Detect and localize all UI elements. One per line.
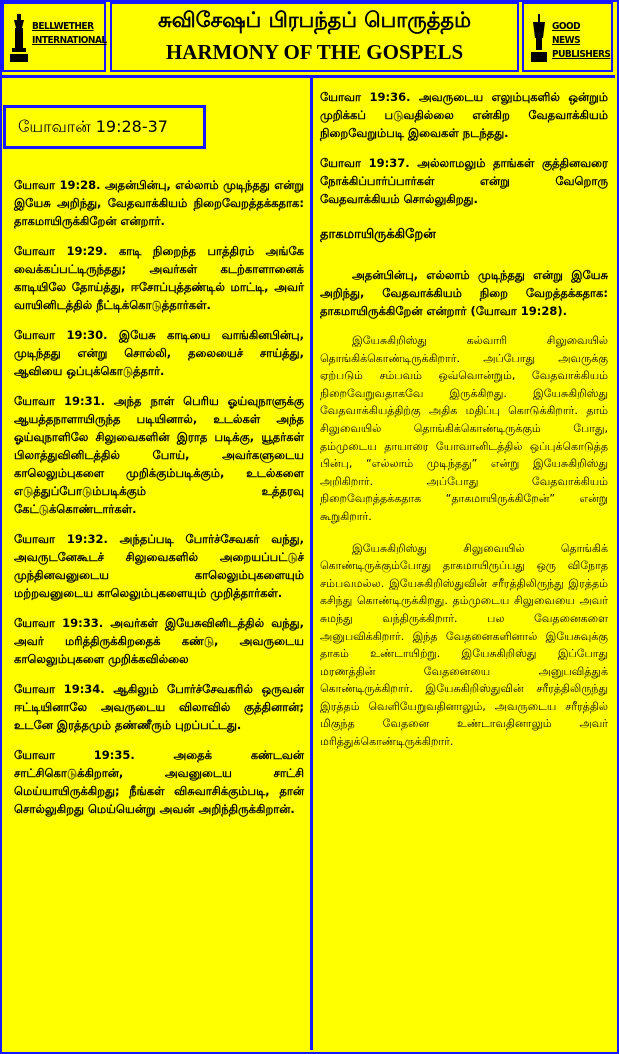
lamp-icon [530, 14, 548, 62]
verse-paragraph: யோவா 19:37. அல்லாமலும் தாங்கள் குத்தினவரை நோக்கிப்பார்ப்பார்கள் என்று வேறொரு வேதவாக்கியம் சொல்லுகிறது. [320, 156, 608, 206]
verse-paragraph: யோவா 19:30. இயேசு காடியை வாங்கினபின்பு, முடிந்தது என்று சொல்லி, தலையைச் சாய்த்து, ஆவியை ஒப்புக்கொடுத்தார். [14, 328, 304, 378]
left-column [14, 176, 304, 830]
scripture-reference: யோவான் 19:28-37 [3, 105, 206, 149]
bellwether-logo [10, 12, 107, 66]
right-column [320, 88, 608, 765]
title-english: HARMONY OF THE GOSPELS [165, 40, 464, 64]
verse-paragraph: யோவா 19:32. அந்தப்படி போர்ச்சேவகர் வந்து, அவருடனேகூடச் சிலுவைகளில் அறையப்பட்டுச் முந்தினவனுடைய காலெலும்புகளையும் மற்றவனுடைய காலெலும்புகளையும் முறித்தார்கள். [14, 532, 304, 600]
column-divider [310, 78, 313, 1050]
bellwether-logo-text: BELLWETHER INTERNATIONAL [32, 21, 107, 46]
verse-paragraph: யோவா 19:29. காடி நிறைந்த பாத்திரம் அங்கே வைக்கப்பட்டிருந்தது; அவர்கள் கடற்காளானைக் காடியிலே தோய்த்து, ஈசோப்புத்தண்டில் மாட்டி, அவர் வாயினிடத்தில் நீட்டிக்கொடுத்தார்கள். [14, 244, 304, 312]
section-heading: தாகமாயிருக்கிறேன் [320, 227, 436, 242]
verse-paragraph: யோவா 19:28. அதன்பின்பு, எல்லாம் முடிந்தது என்று இயேசு அறிந்து, வேதவாக்கியம் நிறைவேறத்தக்கதாக: தாகமாயிருக்கிறேன் என்றார். [14, 178, 304, 228]
bellwether-logo-box [2, 2, 106, 72]
verse-paragraph: யோவா 19:36. அவருடைய எலும்புகளில் ஒன்றும் முறிக்கப் படுவதில்லை என்கிற வேதவாக்கியம் நிறைவேறும்படி இவைகள் நடந்தது. [320, 90, 608, 140]
commentary-paragraph: இயேசுகிறிஸ்து சிலுவையில் தொங்கிக் கொண்டிருக்கும்போது தாகமாயிருப்பது ஒரு விநோத சம்பவமல்ல. இயேசுகிறிஸ்துவின் சரீரத்திலிருந்து இரத்தம் கசிந்து கொண்டிருக்கிறது. தம்முடைய சிலுவையை அவர் சுமந்து வந்திருக்கிறார். பல வேதனைகளை அனுபவிக்கிறார். இந்த வேதனைகளினால் இயேசுவுக்கு தாகம் உண்டாயிற்று. இயேசுகிறிஸ்து இப்போது மரணத்தின் வேதனையை அனுபவித்துக் கொண்டிருக்கிறார். இயேசுகிறிஸ்துவின் சரீரத்திலிருந்து இரத்தம் வெளியேறுவதினாலும், அவருடைய சரீரத்தில் மிகுந்த வேதனை உண்டாவதினாலும் அவர் மரித்துக்கொண்டிருக்கிறார். [320, 541, 608, 749]
good-news-logo-text: GOOD NEWS PUBLISHERS [552, 21, 611, 60]
quote-paragraph: அதன்பின்பு, எல்லாம் முடிந்தது என்று இயேசு அறிந்து, வேதவாக்கியம் நிறை வேறத்தக்கதாக: தாகமாயிருக்கிறேன் என்றார் (யோவா 19:28). [320, 268, 608, 318]
verse-paragraph: யோவா 19:31. அந்த நாள் பெரிய ஓய்வுநாளுக்கு ஆயத்தநாளாயிருந்த படியினால், உடல்கள் அந்த ஓய்வுநாளிலே சிலுவைகளின் இராத படிக்கு, யூதர்கள் பிலாத்துவினிடத்தில் போய், அவர்களுடைய காலெலும்புகளை முறிக்கும்படிக்கும், உடல்களை எடுத்துப்போடும்படிக்கும் உத்தரவு கேட்டுக்கொண்டார்கள். [14, 394, 304, 516]
commentary-paragraph: இயேசுகிறிஸ்து கல்வாரி சிலுவையில் தொங்கிக்கொண்டிருக்கிறார். அப்போது அவருக்கு ஏற்படும் சம்பவம் ஒவ்வொன்றும், வேதவாக்கியம் நிறைவேறுவதாகவே இருக்கிறது. இயேசுகிறிஸ்து வேதவாக்கியத்திற்கு அதிக மதிப்பு கொடுக்கிறார். தாம் சிலுவையில் தொங்கிக்கொண்டிருக்கும் போது, தம்முடைய தாயாரை யோவானிடத்தில் ஒப்புக்கொடுத்த பின்பு, “எல்லாம் முடிந்தது” என்று இயேசுகிறிஸ்து அறிகிறார். அப்போது வேதவாக்கியம் நிறைவேறத்தக்கதாக “தாகமாயிருக்கிறேன்” என்று கூறுகிறார். [320, 334, 608, 523]
good-news-logo [530, 12, 611, 66]
verse-paragraph: யோவா 19:33. அவர்கள் இயேசுவினிடத்தில் வந்து, அவர் மரித்திருக்கிறதைக் கண்டு, அவருடைய காலெலும்புகளை முறிக்கவில்லை [14, 616, 304, 666]
title-box [110, 2, 519, 72]
title-tamil: சுவிசேஷப் பிரபந்தப் பொருத்தம் [158, 8, 471, 32]
header [0, 0, 615, 78]
verse-paragraph: யோவா 19:34. ஆகிலும் போர்ச்சேவகரில் ஒருவன் ஈட்டியினாலே அவருடைய விலாவில் குத்தினான்; உடனே இரத்தமும் தண்ணீரும் புறப்பட்டது. [14, 682, 304, 732]
bell-tower-icon [10, 14, 28, 62]
good-news-logo-box [522, 2, 613, 72]
verse-paragraph: யோவா 19:35. அதைக் கண்டவன் சாட்சிகொடுக்கிறான், அவனுடைய சாட்சி மெய்யாயிருக்கிறது; நீங்கள் விசுவாசிக்கும்படி, தான் சொல்லுகிறது மெய்யென்று அவன் அறிந்திருக்கிறான். [14, 748, 304, 816]
